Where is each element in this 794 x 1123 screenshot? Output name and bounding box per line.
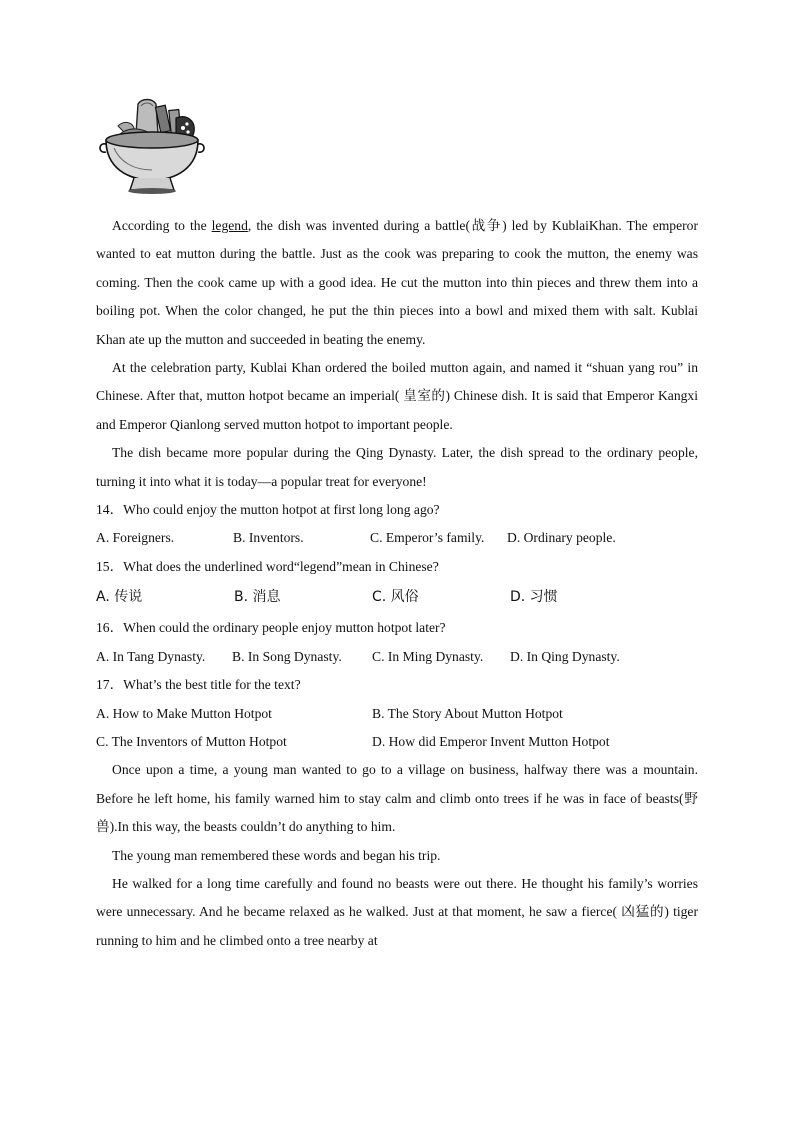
- question-17-options-row-2: [96, 728, 698, 756]
- option-b: B. The Story About Mutton Hotpot: [372, 705, 563, 721]
- option-d: D. 习惯: [510, 589, 558, 606]
- passage2-paragraph-1: Once upon a time, a young man wanted to go to a village on business, halfway there was a mountain. Before he left home, his family warned him to stay calm and climb onto trees if he was in face of beasts(野兽).In this way, the beasts couldn’t do anything to him.: [96, 762, 698, 835]
- passage1-paragraph-3: The dish became more popular during the Qing Dynasty. Later, the dish spread to the ordinary people, turning it into what it is today—a popular treat for everyone!: [96, 445, 698, 489]
- passage1-paragraph-1: [96, 212, 698, 354]
- underlined-word-legend: legend: [211, 218, 248, 233]
- question-15-options: [96, 581, 698, 614]
- option-d: D. How did Emperor Invent Mutton Hotpot: [372, 733, 610, 749]
- text-run: , the dish was invented during a battle(战争) led by KublaiKhan. The emperor wanted to eat mutton during the battle. Just as the cook was preparing to cook the mutton, the enemy was coming. Then the cook came up with a good idea. He cut the mutton into thin pieces and threw them into a boiling pot. When the color changed, he put the thin pieces into a bowl and mixed them with salt. Kublai Khan ate up the mutton and succeeded in beating the enemy.: [96, 218, 698, 347]
- option-c: C. 风俗: [372, 589, 419, 606]
- option-a: A. Foreigners.: [96, 530, 175, 546]
- passage2-paragraph-2: The young man remembered these words and began his trip.: [112, 847, 441, 863]
- question-17-options-row-1: [96, 700, 698, 728]
- option-a: A. In Tang Dynasty.: [96, 648, 206, 664]
- question-17-stem: 17．What’s the best title for the text?: [96, 677, 301, 693]
- option-c: C. The Inventors of Mutton Hotpot: [96, 733, 287, 749]
- question-14-stem: 14．Who could enjoy the mutton hotpot at first long long ago?: [96, 502, 440, 518]
- passage1-paragraph-2: At the celebration party, Kublai Khan ordered the boiled mutton again, and named it “shuan yang rou” in Chinese. After that, mutton hotpot became an imperial( 皇室的) Chinese dish. It is said that Emperor Kangxi and Emperor Qianlong served mutton hotpot to important people.: [96, 360, 698, 432]
- document-body: [96, 212, 698, 955]
- mutton-hotpot-illustration: [98, 96, 208, 196]
- question-16-stem: 16．When could the ordinary people enjoy mutton hotpot later?: [96, 620, 446, 636]
- option-b: B. 消息: [234, 589, 281, 606]
- option-a: A. 传说: [96, 589, 143, 606]
- text-run: According to the: [112, 218, 212, 233]
- question-16-options: [96, 643, 698, 671]
- option-d: D. Ordinary people.: [507, 530, 616, 546]
- option-c: C. In Ming Dynasty.: [372, 648, 484, 664]
- option-d: D. In Qing Dynasty.: [510, 648, 620, 664]
- option-a: A. How to Make Mutton Hotpot: [96, 705, 272, 721]
- option-c: C. Emperor’s family.: [370, 530, 485, 546]
- option-b: B. In Song Dynasty.: [232, 648, 342, 664]
- question-15-stem: 15．What does the underlined word“legend”mean in Chinese?: [96, 558, 439, 574]
- option-b: B. Inventors.: [233, 530, 304, 546]
- question-14-options: [96, 524, 698, 552]
- passage2-paragraph-3: He walked for a long time carefully and found no beasts were out there. He thought his family’s worries were unnecessary. And he became relaxed as he walked. Just at that moment, he saw a fierce( 凶猛的) tiger running to him and he climbed onto a tree nearby at: [96, 875, 698, 948]
